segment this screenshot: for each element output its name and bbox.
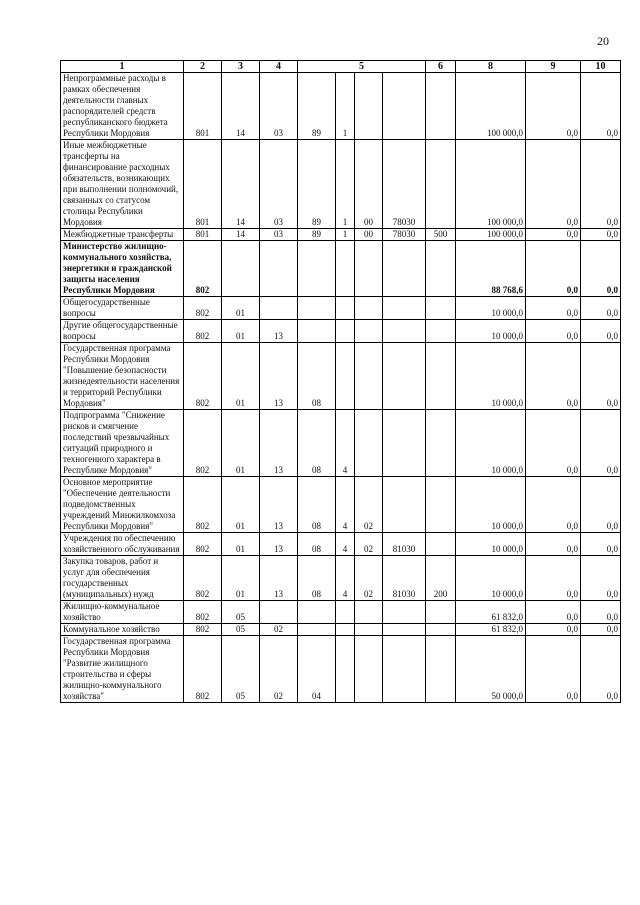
- target-event-cell: [355, 241, 383, 297]
- table-row: [61, 533, 621, 556]
- row-name-cell: Государственная программа Республики Мордовия "Повышение безопасности жизнедеятельности населения и территорий Республики Мордовия": [61, 343, 184, 410]
- target-event-cell: [355, 601, 383, 624]
- table-row: [61, 320, 621, 343]
- code-cell: 801: [184, 229, 222, 241]
- target-program-cell: 08: [298, 533, 336, 556]
- amount-col9-cell: 0,0: [526, 477, 581, 533]
- header-col-1: 1: [61, 61, 184, 73]
- table-row: [61, 229, 621, 241]
- header-row: [61, 61, 621, 73]
- amount-col10-cell: 0,0: [581, 241, 621, 297]
- amount-col10-cell: 0,0: [581, 556, 621, 601]
- expense-type-cell: [426, 624, 456, 636]
- target-event-cell: [355, 297, 383, 320]
- row-name-cell: Общегосударственные вопросы: [61, 297, 184, 320]
- target-event-cell: [355, 636, 383, 703]
- row-name-cell: Государственная программа Республики Мордовия "Развитие жилищного строительства и сферы жилищно-коммунального хозяйства": [61, 636, 184, 703]
- target-program-cell: 89: [298, 229, 336, 241]
- amount-col9-cell: 0,0: [526, 343, 581, 410]
- expense-type-cell: 200: [426, 556, 456, 601]
- target-sub-cell: 1: [336, 73, 355, 140]
- amount-col9-cell: 0,0: [526, 320, 581, 343]
- table-row: [61, 343, 621, 410]
- row-name-cell: Министерство жилищно-коммунального хозяйства, энергетики и гражданской защиты населения Республики Мордовия: [61, 241, 184, 297]
- table-row: [61, 241, 621, 297]
- subsection-cell: 13: [260, 410, 298, 477]
- amount-cell: 10 000,0: [456, 320, 526, 343]
- target-sub-cell: [336, 636, 355, 703]
- expense-type-cell: [426, 601, 456, 624]
- section-cell: [222, 241, 260, 297]
- expense-type-cell: [426, 477, 456, 533]
- code-cell: 802: [184, 556, 222, 601]
- target-event-cell: 02: [355, 477, 383, 533]
- amount-col10-cell: 0,0: [581, 343, 621, 410]
- section-cell: 14: [222, 73, 260, 140]
- amount-col9-cell: 0,0: [526, 624, 581, 636]
- target-program-cell: 04: [298, 636, 336, 703]
- amount-col10-cell: 0,0: [581, 320, 621, 343]
- target-program-cell: [298, 624, 336, 636]
- expense-type-cell: [426, 297, 456, 320]
- amount-col10-cell: 0,0: [581, 477, 621, 533]
- header-col-4: 4: [260, 61, 298, 73]
- subsection-cell: [260, 297, 298, 320]
- target-direction-cell: 78030: [383, 229, 426, 241]
- row-name-cell: Межбюджетные трансферты: [61, 229, 184, 241]
- code-cell: 802: [184, 477, 222, 533]
- row-name-cell: Закупка товаров, работ и услуг для обеспечения государственных (муниципальных) нужд: [61, 556, 184, 601]
- expense-type-cell: [426, 636, 456, 703]
- section-cell: 01: [222, 343, 260, 410]
- header-col-6: 6: [426, 61, 456, 73]
- target-event-cell: 00: [355, 140, 383, 229]
- subsection-cell: 13: [260, 343, 298, 410]
- subsection-cell: 02: [260, 624, 298, 636]
- code-cell: 802: [184, 410, 222, 477]
- amount-cell: 10 000,0: [456, 533, 526, 556]
- target-event-cell: [355, 320, 383, 343]
- header-col-8: 8: [456, 61, 526, 73]
- table-row: [61, 477, 621, 533]
- target-event-cell: 02: [355, 556, 383, 601]
- target-program-cell: 08: [298, 556, 336, 601]
- row-name-cell: Жилищно-коммунальное хозяйство: [61, 601, 184, 624]
- code-cell: 802: [184, 636, 222, 703]
- section-cell: 14: [222, 229, 260, 241]
- section-cell: 05: [222, 601, 260, 624]
- target-direction-cell: 81030: [383, 556, 426, 601]
- section-cell: 01: [222, 556, 260, 601]
- amount-col10-cell: 0,0: [581, 140, 621, 229]
- target-event-cell: [355, 343, 383, 410]
- subsection-cell: 13: [260, 533, 298, 556]
- row-name-cell: Непрограммные расходы в рамках обеспечения деятельности главных распорядителей средств республиканского бюджета Республики Мордовия: [61, 73, 184, 140]
- amount-col9-cell: 0,0: [526, 636, 581, 703]
- table-row: [61, 140, 621, 229]
- subsection-cell: 03: [260, 140, 298, 229]
- code-cell: 802: [184, 241, 222, 297]
- amount-col10-cell: 0,0: [581, 533, 621, 556]
- header-col-2: 2: [184, 61, 222, 73]
- subsection-cell: [260, 241, 298, 297]
- section-cell: 01: [222, 477, 260, 533]
- target-event-cell: 02: [355, 533, 383, 556]
- budget-table: [60, 60, 621, 703]
- subsection-cell: 02: [260, 636, 298, 703]
- amount-cell: 10 000,0: [456, 477, 526, 533]
- amount-cell: 10 000,0: [456, 297, 526, 320]
- target-sub-cell: 1: [336, 140, 355, 229]
- amount-col9-cell: 0,0: [526, 140, 581, 229]
- target-direction-cell: [383, 410, 426, 477]
- code-cell: 802: [184, 601, 222, 624]
- target-event-cell: [355, 624, 383, 636]
- amount-cell: 10 000,0: [456, 410, 526, 477]
- amount-cell: 100 000,0: [456, 140, 526, 229]
- header-col-10: 10: [581, 61, 621, 73]
- amount-col9-cell: 0,0: [526, 601, 581, 624]
- amount-cell: 61 832,0: [456, 624, 526, 636]
- target-sub-cell: [336, 241, 355, 297]
- expense-type-cell: [426, 241, 456, 297]
- section-cell: 01: [222, 320, 260, 343]
- target-event-cell: 00: [355, 229, 383, 241]
- target-sub-cell: [336, 343, 355, 410]
- target-direction-cell: [383, 343, 426, 410]
- expense-type-cell: 500: [426, 229, 456, 241]
- target-direction-cell: 81030: [383, 533, 426, 556]
- amount-col10-cell: 0,0: [581, 410, 621, 477]
- row-name-cell: Иные межбюджетные трансферты на финансирование расходных обязательств, возникающих при выполнении полномочий, связанных со статусом столицы Республики Мордовия: [61, 140, 184, 229]
- target-direction-cell: 78030: [383, 140, 426, 229]
- target-sub-cell: [336, 297, 355, 320]
- expense-type-cell: [426, 320, 456, 343]
- target-sub-cell: 4: [336, 533, 355, 556]
- subsection-cell: [260, 601, 298, 624]
- amount-col10-cell: 0,0: [581, 624, 621, 636]
- amount-col9-cell: 0,0: [526, 229, 581, 241]
- section-cell: 01: [222, 410, 260, 477]
- amount-col10-cell: 0,0: [581, 636, 621, 703]
- amount-cell: 100 000,0: [456, 229, 526, 241]
- amount-col9-cell: 0,0: [526, 73, 581, 140]
- amount-cell: 100 000,0: [456, 73, 526, 140]
- target-event-cell: [355, 410, 383, 477]
- expense-type-cell: [426, 410, 456, 477]
- expense-type-cell: [426, 73, 456, 140]
- subsection-cell: 13: [260, 556, 298, 601]
- header-col-9: 9: [526, 61, 581, 73]
- code-cell: 801: [184, 140, 222, 229]
- target-program-cell: 08: [298, 477, 336, 533]
- code-cell: 802: [184, 320, 222, 343]
- target-direction-cell: [383, 241, 426, 297]
- code-cell: 802: [184, 297, 222, 320]
- amount-col9-cell: 0,0: [526, 241, 581, 297]
- section-cell: 05: [222, 624, 260, 636]
- amount-cell: 10 000,0: [456, 343, 526, 410]
- target-sub-cell: 4: [336, 410, 355, 477]
- target-direction-cell: [383, 624, 426, 636]
- code-cell: 802: [184, 624, 222, 636]
- subsection-cell: 03: [260, 229, 298, 241]
- target-sub-cell: 4: [336, 556, 355, 601]
- target-sub-cell: 1: [336, 229, 355, 241]
- target-program-cell: 08: [298, 410, 336, 477]
- target-direction-cell: [383, 297, 426, 320]
- target-program-cell: 89: [298, 73, 336, 140]
- amount-col9-cell: 0,0: [526, 297, 581, 320]
- target-program-cell: [298, 601, 336, 624]
- expense-type-cell: [426, 343, 456, 410]
- table-row: [61, 624, 621, 636]
- section-cell: 01: [222, 297, 260, 320]
- target-direction-cell: [383, 320, 426, 343]
- target-direction-cell: [383, 636, 426, 703]
- target-direction-cell: [383, 477, 426, 533]
- table-row: [61, 556, 621, 601]
- amount-col10-cell: 0,0: [581, 229, 621, 241]
- section-cell: 01: [222, 533, 260, 556]
- target-sub-cell: [336, 624, 355, 636]
- amount-col9-cell: 0,0: [526, 533, 581, 556]
- target-program-cell: [298, 320, 336, 343]
- amount-col10-cell: 0,0: [581, 601, 621, 624]
- subsection-cell: 03: [260, 73, 298, 140]
- table-row: [61, 73, 621, 140]
- target-program-cell: 08: [298, 343, 336, 410]
- row-name-cell: Учреждения по обеспечению хозяйственного обслуживания: [61, 533, 184, 556]
- amount-cell: 50 000,0: [456, 636, 526, 703]
- target-program-cell: 89: [298, 140, 336, 229]
- row-name-cell: Другие общегосударственные вопросы: [61, 320, 184, 343]
- header-col-3: 3: [222, 61, 260, 73]
- code-cell: 802: [184, 343, 222, 410]
- amount-cell: 88 768,6: [456, 241, 526, 297]
- header-col-5: 5: [298, 61, 426, 73]
- target-program-cell: [298, 241, 336, 297]
- target-event-cell: [355, 73, 383, 140]
- expense-type-cell: [426, 140, 456, 229]
- amount-col10-cell: 0,0: [581, 73, 621, 140]
- target-sub-cell: [336, 601, 355, 624]
- target-sub-cell: [336, 320, 355, 343]
- amount-col9-cell: 0,0: [526, 410, 581, 477]
- table-row: [61, 297, 621, 320]
- target-direction-cell: [383, 73, 426, 140]
- code-cell: 802: [184, 533, 222, 556]
- amount-cell: 61 832,0: [456, 601, 526, 624]
- expense-type-cell: [426, 533, 456, 556]
- row-name-cell: Коммунальное хозяйство: [61, 624, 184, 636]
- table-row: [61, 601, 621, 624]
- page-number: 20: [597, 34, 609, 48]
- code-cell: 801: [184, 73, 222, 140]
- subsection-cell: 13: [260, 320, 298, 343]
- target-program-cell: [298, 297, 336, 320]
- amount-cell: 10 000,0: [456, 556, 526, 601]
- amount-col9-cell: 0,0: [526, 556, 581, 601]
- row-name-cell: Подпрограмма "Снижение рисков и смягчение последствий чрезвычайных ситуаций природного и техногенного характера в Республике Мордовия": [61, 410, 184, 477]
- table-row: [61, 636, 621, 703]
- table-row: [61, 410, 621, 477]
- section-cell: 14: [222, 140, 260, 229]
- target-sub-cell: 4: [336, 477, 355, 533]
- row-name-cell: Основное мероприятие "Обеспечение деятельности подведомственных учреждений Минжилкомхоза Республики Мордовия": [61, 477, 184, 533]
- target-direction-cell: [383, 601, 426, 624]
- amount-col10-cell: 0,0: [581, 297, 621, 320]
- subsection-cell: 13: [260, 477, 298, 533]
- section-cell: 05: [222, 636, 260, 703]
